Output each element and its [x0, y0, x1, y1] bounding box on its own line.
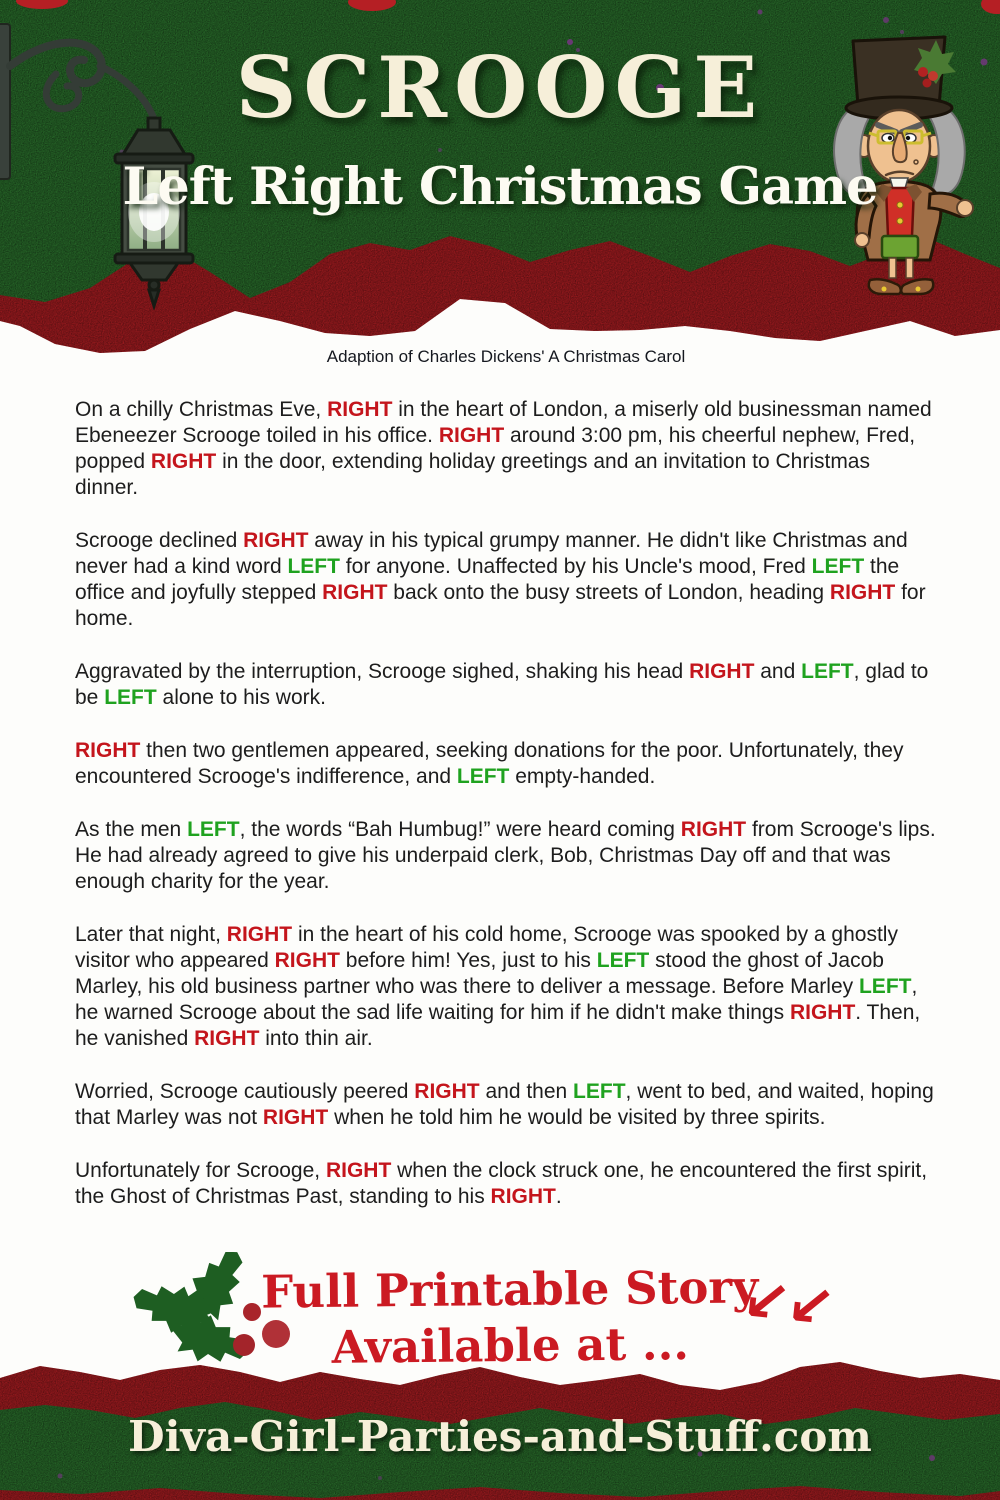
left-keyword: LEFT: [187, 818, 240, 841]
left-keyword: LEFT: [573, 1080, 626, 1103]
story-text: into thin air.: [259, 1027, 373, 1050]
right-keyword: RIGHT: [262, 1106, 329, 1129]
left-keyword: LEFT: [456, 765, 510, 788]
story-paragraph: [75, 1158, 937, 1210]
right-keyword: RIGHT: [789, 1001, 856, 1024]
left-keyword: LEFT: [858, 975, 912, 998]
story-paragraph: [75, 397, 937, 501]
story-text: before him! Yes, just to his: [339, 949, 597, 972]
story-text: when he told him he would be visited by three spirits.: [328, 1106, 826, 1129]
right-keyword: RIGHT: [194, 1027, 260, 1050]
story-text: stood the ghost of Jacob Marley, his old business partner who was there to deliver a message. Before Marley: [75, 949, 884, 998]
story-text: the office and joyfully stepped: [75, 555, 900, 604]
story-text: Unfortunately for Scrooge,: [75, 1159, 326, 1182]
promo-line1: Full Printable Story: [260, 1260, 759, 1319]
holly-leaves: [128, 1252, 258, 1374]
story-text: back onto the busy streets of London, heading: [387, 581, 830, 604]
story-paragraph: [75, 528, 937, 632]
story-text: alone to his work.: [156, 686, 326, 709]
story-text: in the heart of his cold home, Scrooge was spooked by a ghostly visitor who appeared: [75, 923, 898, 972]
story-text: Worried, Scrooge cautiously peered: [75, 1080, 415, 1103]
footer-site-name: Diva-Girl-Parties-and-Stuff.com: [128, 1412, 872, 1461]
page-subtitle: Left Right Christmas Game: [122, 157, 878, 217]
story-text: Aggravated by the interruption, Scrooge sighed, shaking his head: [75, 660, 690, 683]
story-text: for anyone. Unaffected by his Uncle's mood, Fred: [339, 555, 812, 578]
story-text: empty-handed.: [509, 765, 656, 788]
right-keyword: RIGHT: [75, 739, 141, 762]
left-keyword: LEFT: [104, 686, 157, 709]
right-keyword: RIGHT: [680, 818, 747, 841]
story-text: . Then, he vanished: [75, 1001, 921, 1050]
right-keyword: RIGHT: [490, 1185, 556, 1208]
story-text: , he warned Scrooge about the sad life waiting for him if he didn't make things: [75, 975, 918, 1024]
story-text: for home.: [75, 581, 926, 630]
story-text: .: [555, 1185, 562, 1208]
story-text: and then: [479, 1080, 574, 1103]
left-keyword: LEFT: [811, 555, 865, 578]
right-keyword: RIGHT: [414, 1080, 480, 1103]
story-text: in the door, extending holiday greetings and an invitation to Christmas dinner.: [75, 450, 870, 499]
story-paragraph: [75, 922, 937, 1052]
story-text: and: [754, 660, 802, 683]
promo-line2: Available at ...: [331, 1317, 690, 1374]
story-paragraphs: [75, 397, 937, 1210]
right-keyword: RIGHT: [689, 660, 755, 683]
story-text: , the words “Bah Humbug!” were heard coming: [239, 818, 681, 841]
right-keyword: RIGHT: [829, 581, 896, 604]
story-paragraph: [75, 738, 937, 790]
story-paragraph: [75, 1079, 937, 1131]
story-section: [75, 344, 937, 1237]
story-text: away in his typical grumpy manner. He didn't like Christmas and never had a kind word: [75, 529, 908, 578]
page-title: SCROOGE: [235, 38, 765, 137]
left-keyword: LEFT: [596, 949, 650, 972]
promo-message: [249, 1259, 770, 1376]
story-text: then two gentlemen appeared, seeking donations for the poor. Unfortunately, they encountered Scrooge's indifference, and: [75, 739, 904, 788]
story-text: , went to bed, and waited, hoping that Marley was not: [75, 1080, 934, 1129]
right-keyword: RIGHT: [274, 949, 340, 972]
right-keyword: RIGHT: [226, 923, 293, 946]
story-text: around 3:00 pm, his cheerful nephew, Fred, popped: [75, 424, 916, 473]
story-paragraph: [75, 817, 937, 895]
left-keyword: LEFT: [801, 660, 854, 683]
story-text: in the heart of London, a miserly old businessman named Ebeneezer Scrooge toiled in his office.: [75, 398, 932, 447]
story-text: from Scrooge's lips. He had already agreed to give his underpaid clerk, Bob, Christmas Day off and that was enough charity for the year.: [75, 818, 936, 893]
arrow-glyphs: ↙↙: [738, 1264, 835, 1342]
right-keyword: RIGHT: [322, 581, 388, 604]
story-text: On a chilly Christmas Eve,: [75, 398, 328, 421]
right-keyword: RIGHT: [243, 529, 309, 552]
down-left-arrows-icon: [739, 1265, 885, 1347]
story-text: when the clock struck one, he encountered the first spirit, the Ghost of Christmas Past, standing to his: [75, 1159, 928, 1208]
story-text: , glad to be: [75, 660, 929, 709]
right-keyword: RIGHT: [325, 1159, 392, 1182]
story-text: As the men: [75, 818, 188, 841]
story-text: Later that night,: [75, 923, 227, 946]
right-keyword: RIGHT: [327, 398, 393, 421]
left-keyword: LEFT: [287, 555, 340, 578]
story-paragraph: [75, 659, 937, 711]
right-keyword: RIGHT: [150, 450, 217, 473]
story-text: Scrooge declined: [75, 529, 244, 552]
right-keyword: RIGHT: [438, 424, 505, 447]
adaption-note: Adaption of Charles Dickens' A Christmas Carol: [326, 347, 686, 366]
